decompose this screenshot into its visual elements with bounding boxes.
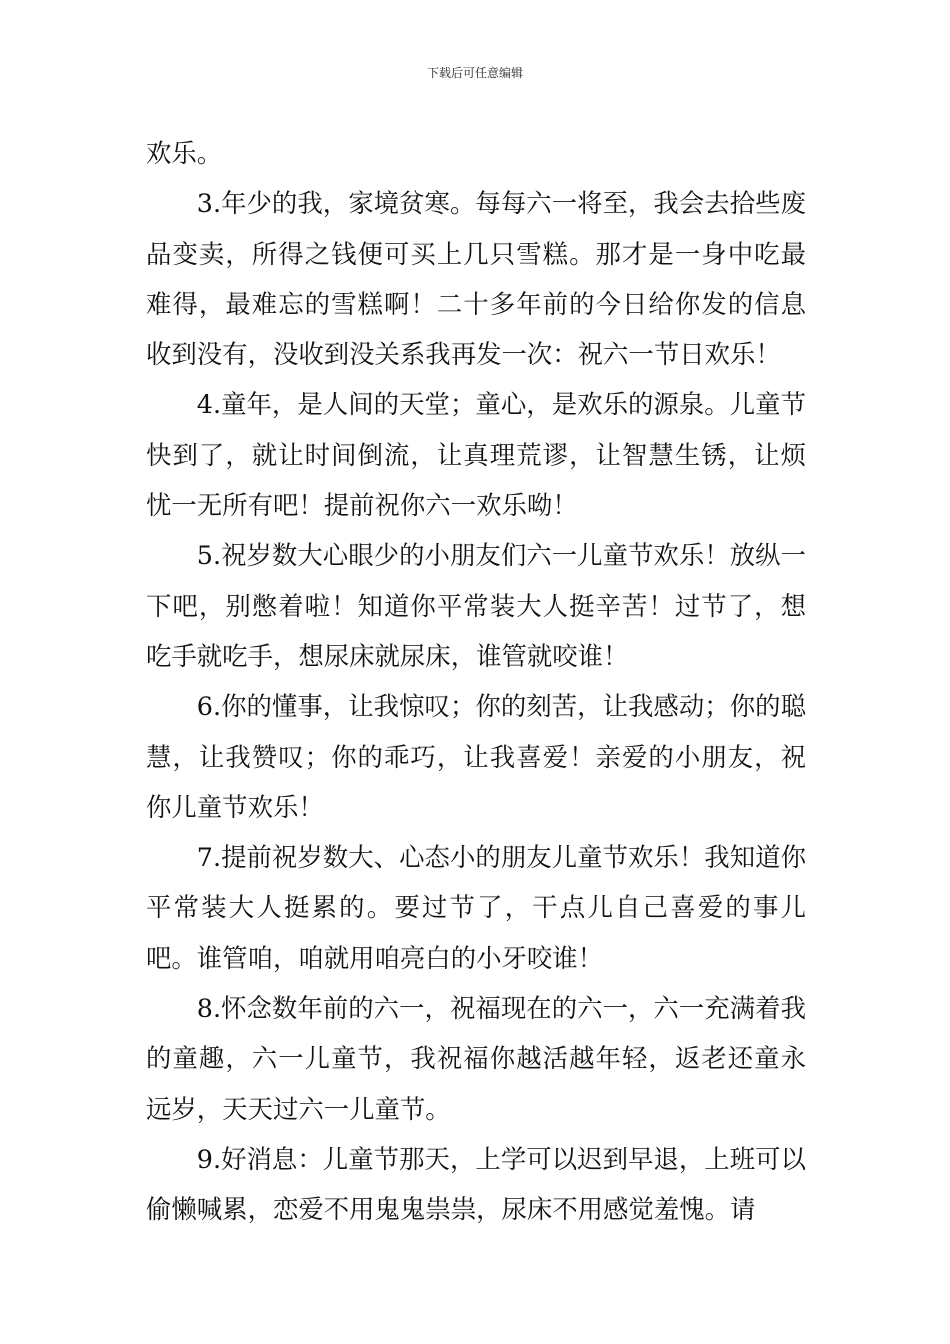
paragraph-item-3: 3.年少的我，家境贫寒。每每六一将至，我会去拾些废品变卖，所得之钱便可买上几只雪糕。那才是一身中吃最难得，最难忘的雪糕啊！二十多年前的今日给你发的信息收到没有，没收到没关系我再发一次：祝六一节日欢乐！	[146, 188, 806, 370]
paragraph-item-6: 6.你的懂事，让我惊叹；你的刻苦，让我感动；你的聪慧，让我赞叹；你的乖巧，让我喜爱！亲爱的小朋友，祝你儿童节欢乐！	[146, 691, 806, 822]
paragraph-item-8: 8.怀念数年前的六一，祝福现在的六一，六一充满着我的童趣，六一儿童节，我祝福你越活越年轻，返老还童永远岁，天天过六一儿童节。	[146, 993, 806, 1124]
paragraph-item-5: 5.祝岁数大心眼少的小朋友们六一儿童节欢乐！放纵一下吧，别憋着啦！知道你平常装大人挺辛苦！过节了，想吃手就吃手，想尿床就尿床，谁管就咬谁！	[146, 540, 806, 671]
paragraph-item-4: 4.童年，是人间的天堂；童心，是欢乐的源泉。儿童节快到了，就让时间倒流，让真理荒谬，让智慧生锈，让烦忧一无所有吧！提前祝你六一欢乐呦！	[146, 389, 806, 521]
paragraph-continuation: 欢乐。	[146, 138, 223, 168]
document-body	[146, 128, 806, 1235]
paragraph-item-9: 9.好消息：儿童节那天，上学可以迟到早退，上班可以偷懒喊累，恋爱不用鬼鬼祟祟，尿床不用感觉羞愧。请	[146, 1143, 806, 1225]
paragraph-item-7: 7.提前祝岁数大、心态小的朋友儿童节欢乐！我知道你平常装大人挺累的。要过节了，干点儿自己喜爱的事儿吧。谁管咱，咱就用咱亮白的小牙咬谁！	[146, 842, 806, 973]
page-header: 下载后可任意编辑	[426, 66, 523, 80]
